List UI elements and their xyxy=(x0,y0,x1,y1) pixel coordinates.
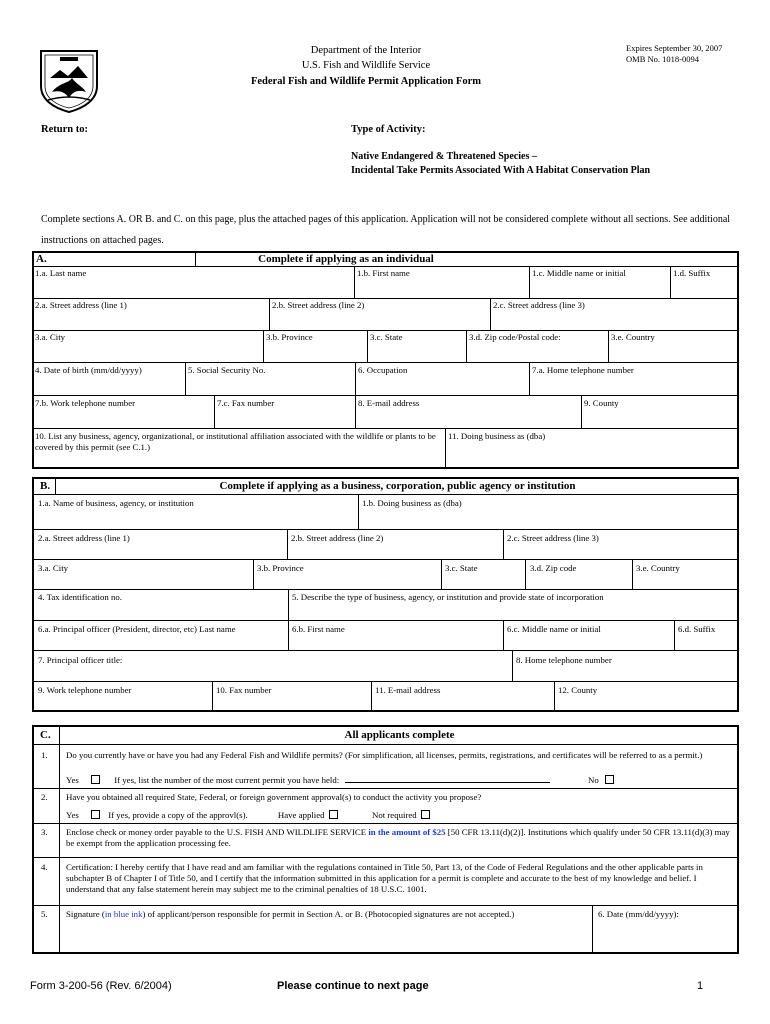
b-county-field[interactable]: 12. County xyxy=(558,685,598,695)
page-number: 1 xyxy=(697,980,704,992)
c-q1-ifyes-label: If yes, list the number of the most current permit you have held: xyxy=(114,775,340,785)
a-fax-field[interactable]: 7.c. Fax number xyxy=(217,398,275,408)
c-q1-no-label: No xyxy=(588,775,599,785)
a-county-field[interactable]: 9. County xyxy=(584,398,619,408)
c-q1-yes-label: Yes xyxy=(66,775,79,785)
a-dba-field[interactable]: 11. Doing business as (dba) xyxy=(448,431,546,441)
c-q1-answers xyxy=(66,775,550,786)
b-officer-title-field[interactable]: 7. Principal officer title: xyxy=(38,655,123,665)
section-b-title: Complete if applying as a business, corporation, public agency or institution xyxy=(219,480,576,492)
b-officer-middle-name-field[interactable]: 6.c. Middle name or initial xyxy=(507,624,601,634)
agency-seal-logo xyxy=(38,48,100,114)
a-ssn-field[interactable]: 5. Social Security No. xyxy=(188,365,266,375)
c-item-1-number: 1. xyxy=(41,750,48,760)
c-q2-yes-label: Yes xyxy=(66,810,79,820)
form-number: Form 3-200-56 (Rev. 6/2004) xyxy=(30,980,172,992)
a-email-field[interactable]: 8. E-mail address xyxy=(358,398,420,408)
section-c-title: All applicants complete xyxy=(344,729,455,741)
a-middle-name-field[interactable]: 1.c. Middle name or initial xyxy=(532,268,626,278)
section-a-letter: A. xyxy=(36,253,47,265)
b-officer-suffix-field[interactable]: 6.d. Suffix xyxy=(678,624,716,634)
c-item-5-number: 5. xyxy=(41,909,48,919)
a-street-line3-field[interactable]: 2.c. Street address (line 3) xyxy=(493,300,585,310)
type-of-activity-label: Type of Activity: xyxy=(351,124,426,135)
b-business-name-field[interactable]: 1.a. Name of business, agency, or institution xyxy=(38,498,194,508)
section-a-title: Complete if applying as an individual xyxy=(258,253,434,265)
return-to-label: Return to: xyxy=(41,124,88,135)
c-q1-no-group xyxy=(588,775,616,786)
continue-notice: Please continue to next page xyxy=(277,980,429,992)
a-dob-field[interactable]: 4. Date of birth (mm/dd/yyyy) xyxy=(35,365,142,375)
c-q2-notrequired-label: Not required xyxy=(371,810,417,820)
a-occupation-field[interactable]: 6. Occupation xyxy=(358,365,408,375)
section-b-letter: B. xyxy=(40,480,51,492)
service-name: U.S. Fish and Wildlife Service xyxy=(301,60,431,71)
b-city-field[interactable]: 3.a. City xyxy=(38,563,69,573)
b-province-field[interactable]: 3.b. Province xyxy=(257,563,304,573)
a-work-phone-field[interactable]: 7.b. Work telephone number xyxy=(35,398,136,408)
c-q1-yes-checkbox[interactable] xyxy=(91,775,100,784)
c-date-field[interactable]: 6. Date (mm/dd/yyyy): xyxy=(598,909,679,919)
c-q2-text: Have you obtained all required State, Federal, or foreign government approval(s) to conduct the activity you propose? xyxy=(66,792,482,802)
b-dba-field[interactable]: 1.b. Doing business as (dba) xyxy=(362,498,462,508)
b-street-line3-field[interactable]: 2.c. Street address (line 3) xyxy=(507,533,599,543)
a-suffix-field[interactable]: 1.d. Suffix xyxy=(673,268,711,278)
c-q2-notrequired-checkbox[interactable] xyxy=(421,810,430,819)
b-officer-first-name-field[interactable]: 6.b. First name xyxy=(292,624,345,634)
b-street-line2-field[interactable]: 2.b. Street address (line 2) xyxy=(291,533,384,543)
c-q1-text: Do you currently have or have you had any Federal Fish and Wildlife permits? (For simplification, all licenses, permits, registrations, and certificates will be referred to as a permit.) xyxy=(66,750,703,760)
a-street-line2-field[interactable]: 2.b. Street address (line 2) xyxy=(272,300,365,310)
c-item-4-number: 4. xyxy=(41,862,48,872)
instructions-paragraph: Complete sections A. OR B. and C. on this page, plus the attached pages of this application. Application will not be considered complete without all sections. See additional instructions on attached pages. xyxy=(41,214,731,246)
a-last-name-field[interactable]: 1.a. Last name xyxy=(35,268,87,278)
c-item-3-number: 3. xyxy=(41,827,48,837)
a-affiliation-field[interactable]: 10. List any business, agency, organizational, or institutional affiliation associated with the wildlife or plants to be covered by this permit (see C.1.) xyxy=(35,431,436,452)
expiration-date: Expires September 30, 2007 xyxy=(626,43,723,53)
b-work-phone-field[interactable]: 9. Work telephone number xyxy=(38,685,132,695)
activity-line-2: Incidental Take Permits Associated With A Habitat Conservation Plan xyxy=(351,165,651,176)
b-officer-last-name-field[interactable]: 6.a. Principal officer (President, director, etc) Last name xyxy=(38,624,236,634)
b-state-field[interactable]: 3.c. State xyxy=(445,563,478,573)
b-tax-id-field[interactable]: 4. Tax identification no. xyxy=(38,592,122,602)
c-signature-field[interactable]: Signature (in blue ink) of applicant/person responsible for permit in Section A. or B. (Photocopied signatures are not accepted.) xyxy=(66,909,515,919)
a-street-line1-field[interactable]: 2.a. Street address (line 1) xyxy=(35,300,127,310)
c-q1-no-checkbox[interactable] xyxy=(605,775,614,784)
b-country-field[interactable]: 3.e. Country xyxy=(636,563,680,573)
a-state-field[interactable]: 3.c. State xyxy=(370,332,403,342)
a-home-phone-field[interactable]: 7.a. Home telephone number xyxy=(532,365,634,375)
activity-line-1: Native Endangered & Threatened Species – xyxy=(351,151,537,162)
c-q3-fee-amount: in the amount of $25 xyxy=(368,827,446,837)
b-home-phone-field[interactable]: 8. Home telephone number xyxy=(516,655,612,665)
a-country-field[interactable]: 3.e. Country xyxy=(611,332,655,342)
omb-number: OMB No. 1018-0094 xyxy=(626,54,699,64)
department-name: Department of the Interior xyxy=(310,45,422,56)
c-q2-yes-checkbox[interactable] xyxy=(91,810,100,819)
a-first-name-field[interactable]: 1.b. First name xyxy=(357,268,410,278)
c-q2-applied-checkbox[interactable] xyxy=(329,810,338,819)
c-item-2-number: 2. xyxy=(41,792,48,802)
c-q2-applied-label: Have applied xyxy=(277,810,325,820)
a-province-field[interactable]: 3.b. Province xyxy=(266,332,313,342)
c-q2-ifyes-label: If yes, provide a copy of the approvl(s). xyxy=(108,810,248,820)
c-blue-ink-note: in blue ink xyxy=(104,909,143,919)
a-zip-field[interactable]: 3.d. Zip code/Postal code: xyxy=(469,332,561,342)
b-email-field[interactable]: 11. E-mail address xyxy=(375,685,441,695)
c-q3-text: Enclose check or money order payable to the U.S. FISH AND WILDLIFE SERVICE in the amount of $25 [50 CFR 13.11(d)(2)]. Institutions which qualify under 50 CFR 13.11(d)(3) may be exempt from the application processing fee. xyxy=(66,827,730,848)
section-c-letter: C. xyxy=(40,729,51,741)
b-street-line1-field[interactable]: 2.a. Street address (line 1) xyxy=(38,533,130,543)
form-title: Federal Fish and Wildlife Permit Application Form xyxy=(250,76,482,87)
b-zip-field[interactable]: 3.d. Zip code xyxy=(530,563,577,573)
c-certification-text: Certification: I hereby certify that I have read and am familiar with the regulations contained in Title 50, Part 13, of the Code of Federal Regulations and the other applicable parts in subchapter B of Chapter I of Title 50, and I certify that the information submitted in this application for a permit is complete and accurate to the best of my knowledge and belief. I understand that any false statement herein may subject me to the criminal penalties of 18 U.S.C. 1001. xyxy=(66,862,703,894)
b-fax-field[interactable]: 10. Fax number xyxy=(216,685,272,695)
a-city-field[interactable]: 3.a. City xyxy=(35,332,66,342)
c-q2-answers xyxy=(66,810,432,821)
b-business-type-field[interactable]: 5. Describe the type of business, agency, or institution and provide state of incorporation xyxy=(292,592,604,602)
c-q1-permit-number-input[interactable] xyxy=(345,782,550,783)
